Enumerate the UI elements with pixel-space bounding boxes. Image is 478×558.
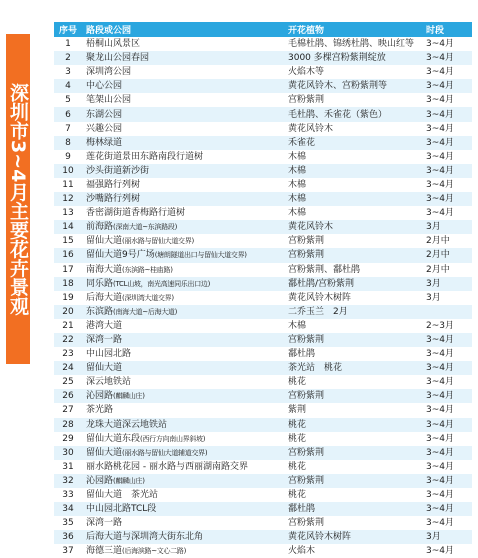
row-road-note: (东滨路~桂庙路): [122, 265, 173, 274]
row-road-cell: [82, 446, 284, 460]
row-road-cell: [82, 347, 284, 361]
row-number: 23: [54, 347, 82, 361]
table-body: [54, 37, 472, 558]
row-plant: 木棉: [284, 319, 422, 333]
row-road: 东湖公园: [86, 109, 123, 120]
row-road-note: (后海滨路~文心二路): [122, 547, 187, 556]
row-number: 32: [54, 474, 82, 488]
table-row: [54, 305, 472, 319]
row-road: 香密湖街道香梅路行道树: [86, 208, 186, 219]
row-number: 37: [54, 544, 82, 558]
row-road: 留仙大道: [86, 363, 123, 374]
row-road: 留仙大道9号广场: [86, 250, 155, 261]
row-time: 3~4月: [422, 516, 472, 530]
table-row: [54, 333, 472, 347]
row-road-cell: [82, 460, 284, 474]
row-road-cell: [82, 305, 284, 319]
row-plant: 木棉: [284, 150, 422, 164]
row-number: 33: [54, 488, 82, 502]
row-time: 3~4月: [422, 79, 472, 93]
row-time: 3~4月: [422, 502, 472, 516]
row-road-cell: [82, 65, 284, 79]
row-plant: 二乔玉兰 2月: [284, 305, 422, 319]
row-time: 3~4月: [422, 361, 472, 375]
row-plant: 宫粉紫荆: [284, 389, 422, 403]
row-road: 聚龙山公园春园: [86, 53, 150, 64]
row-road-note: (塘朗隧道出口与留仙大道交界): [154, 251, 247, 260]
header-road: 路段或公园: [82, 22, 284, 37]
row-plant: 禾雀花: [284, 136, 422, 150]
row-road-cell: [82, 206, 284, 220]
row-number: 25: [54, 375, 82, 389]
table-row: [54, 65, 472, 79]
header-row: [54, 22, 472, 37]
table-row: [54, 122, 472, 136]
row-time: [422, 305, 472, 319]
row-road: 留仙大道 茶光站: [86, 490, 159, 501]
row-road: 南海大道: [86, 264, 123, 275]
flower-table: [54, 22, 472, 558]
table-row: [54, 389, 472, 403]
row-plant: 鄱杜鹃: [284, 502, 422, 516]
row-plant: 鄱杜鹃: [284, 347, 422, 361]
row-road-cell: [82, 192, 284, 206]
row-road: 留仙大道东段: [86, 433, 141, 444]
row-road-cell: [82, 248, 284, 262]
row-road: 兴趣公园: [86, 123, 123, 134]
row-road-cell: [82, 319, 284, 333]
row-road-cell: [82, 530, 284, 544]
row-road: 中山园北路TCL段: [86, 504, 157, 515]
row-road-note: (丽水路与留仙大道辅道交界): [122, 448, 208, 457]
row-number: 10: [54, 164, 82, 178]
table-row: [54, 432, 472, 446]
row-road-cell: [82, 93, 284, 107]
row-road: 沙头街道新沙街: [86, 165, 150, 176]
row-plant: 木棉: [284, 206, 422, 220]
row-number: 16: [54, 248, 82, 262]
row-time: 3~4月: [422, 474, 472, 488]
row-time: 3~4月: [422, 178, 472, 192]
row-time: 3月: [422, 220, 472, 234]
row-road-note: (麒麟山庄): [113, 392, 145, 401]
row-plant: 黄花风铃木: [284, 220, 422, 234]
table-row: [54, 319, 472, 333]
row-road: 前海路: [86, 222, 114, 233]
row-number: 3: [54, 65, 82, 79]
row-road: 梅林绿道: [86, 137, 123, 148]
table-row: [54, 107, 472, 121]
row-time: 3~4月: [422, 164, 472, 178]
row-road-cell: [82, 164, 284, 178]
row-plant: 宫粉紫荆: [284, 446, 422, 460]
table-row: [54, 93, 472, 107]
row-road-cell: [82, 136, 284, 150]
table-row: [54, 277, 472, 291]
row-plant: 宫粉紫荆: [284, 474, 422, 488]
row-number: 21: [54, 319, 82, 333]
table-header: [54, 22, 472, 37]
row-number: 6: [54, 107, 82, 121]
row-plant: 紫荆: [284, 403, 422, 417]
row-plant: 宫粉紫荆: [284, 516, 422, 530]
row-time: 3~4月: [422, 544, 472, 558]
table-row: [54, 136, 472, 150]
row-time: 3~4月: [422, 122, 472, 136]
row-number: 29: [54, 432, 82, 446]
row-number: 20: [54, 305, 82, 319]
row-road: 港湾大道: [86, 320, 123, 331]
row-road: 中心公园: [86, 81, 123, 92]
table-row: [54, 164, 472, 178]
row-number: 34: [54, 502, 82, 516]
table-row: [54, 347, 472, 361]
row-time: 3~4月: [422, 403, 472, 417]
row-road-cell: [82, 107, 284, 121]
row-road: 莲花街道景田东路南段行道树: [86, 151, 204, 162]
table-row: [54, 79, 472, 93]
row-plant: 宫粉紫荆: [284, 248, 422, 262]
table-row: [54, 220, 472, 234]
row-number: 18: [54, 277, 82, 291]
row-plant: 3000 多棵宫粉紫荆绽放: [284, 51, 422, 65]
row-plant: 木棉: [284, 164, 422, 178]
row-road: 深湾一路: [86, 518, 123, 529]
row-number: 4: [54, 79, 82, 93]
row-road-cell: [82, 51, 284, 65]
row-number: 26: [54, 389, 82, 403]
row-number: 7: [54, 122, 82, 136]
row-road-note: (麒麟山庄): [113, 476, 145, 485]
table-row: [54, 488, 472, 502]
row-time: 3月: [422, 291, 472, 305]
row-road-cell: [82, 389, 284, 403]
row-time: 2月中: [422, 263, 472, 277]
row-plant: 黄花风铃木、宫粉紫荆等: [284, 79, 422, 93]
side-title-text: 深圳市3~4月主要花卉景观: [7, 82, 29, 316]
row-road: 留仙大道: [86, 447, 123, 458]
table-row: [54, 150, 472, 164]
row-road-note: (南海大道~后海大道): [113, 307, 178, 316]
table-row: [54, 530, 472, 544]
table-row: [54, 403, 472, 417]
flower-table-wrapper: [54, 22, 472, 558]
row-time: 3~4月: [422, 37, 472, 51]
row-plant: 桃花: [284, 460, 422, 474]
row-time: 3~4月: [422, 389, 472, 403]
table-row: [54, 544, 472, 558]
row-road-cell: [82, 403, 284, 417]
row-number: 14: [54, 220, 82, 234]
row-number: 12: [54, 192, 82, 206]
row-plant: 宫粉紫荆: [284, 93, 422, 107]
row-number: 5: [54, 93, 82, 107]
header-plant: 开花植物: [284, 22, 422, 37]
row-road-cell: [82, 544, 284, 558]
row-number: 2: [54, 51, 82, 65]
row-number: 36: [54, 530, 82, 544]
row-number: 1: [54, 37, 82, 51]
table-row: [54, 474, 472, 488]
row-road: 沁园路: [86, 391, 114, 402]
table-row: [54, 291, 472, 305]
row-time: 3月: [422, 277, 472, 291]
row-road-cell: [82, 488, 284, 502]
row-time: 3~4月: [422, 446, 472, 460]
row-road: 丽水路桃花园 - 丽水路与西丽湖南路交界: [86, 461, 248, 472]
row-road-cell: [82, 375, 284, 389]
row-time: 3~4月: [422, 488, 472, 502]
table-row: [54, 263, 472, 277]
row-plant: 毛杜鹃、禾雀花（紫色）: [284, 107, 422, 121]
table-row: [54, 375, 472, 389]
row-time: 3~4月: [422, 206, 472, 220]
row-road-cell: [82, 432, 284, 446]
row-road-cell: [82, 361, 284, 375]
row-number: 15: [54, 234, 82, 248]
row-road-cell: [82, 333, 284, 347]
row-plant: 桃花: [284, 418, 422, 432]
row-road: 后海大道: [86, 292, 123, 303]
row-plant: 火焰木: [284, 544, 422, 558]
table-row: [54, 234, 472, 248]
row-number: 30: [54, 446, 82, 460]
table-row: [54, 446, 472, 460]
row-road-cell: [82, 220, 284, 234]
row-road-cell: [82, 502, 284, 516]
row-road-cell: [82, 37, 284, 51]
row-number: 35: [54, 516, 82, 530]
row-road-cell: [82, 291, 284, 305]
table-row: [54, 206, 472, 220]
table-row: [54, 502, 472, 516]
row-number: 13: [54, 206, 82, 220]
row-time: 3~4月: [422, 150, 472, 164]
table-row: [54, 178, 472, 192]
row-road-note: (深南大道~东滨路段): [113, 223, 178, 232]
row-road: 深湾一路: [86, 335, 123, 346]
row-road: 福强路行列树: [86, 179, 141, 190]
row-road-cell: [82, 277, 284, 291]
row-plant: 黄花风铃木树阵: [284, 291, 422, 305]
row-time: 2月中: [422, 248, 472, 262]
row-time: 3~4月: [422, 432, 472, 446]
row-plant: 黄花风铃木: [284, 122, 422, 136]
row-number: 9: [54, 150, 82, 164]
row-plant: 桃花: [284, 432, 422, 446]
row-road: 深圳湾公园: [86, 67, 132, 78]
row-road-note: (西行方向南山界斜坡): [140, 434, 206, 443]
row-road: 梧桐山风景区: [86, 39, 141, 50]
row-plant: 宫粉紫荆: [284, 333, 422, 347]
side-title-banner: [6, 34, 30, 364]
row-road-cell: [82, 122, 284, 136]
row-road-cell: [82, 234, 284, 248]
table-row: [54, 361, 472, 375]
row-time: 3~4月: [422, 65, 472, 79]
row-plant: 木棉: [284, 178, 422, 192]
header-time: 时段: [422, 22, 472, 37]
row-plant: 茶光站 桃花: [284, 361, 422, 375]
row-road: 深云地铁站: [86, 377, 132, 388]
row-road: 笔架山公园: [86, 95, 132, 106]
row-number: 19: [54, 291, 82, 305]
row-number: 8: [54, 136, 82, 150]
row-road: 东滨路: [86, 306, 114, 317]
row-road-cell: [82, 178, 284, 192]
row-plant: 火焰木等: [284, 65, 422, 79]
row-road: 茶光路: [86, 405, 114, 416]
row-number: 28: [54, 418, 82, 432]
row-plant: 桃花: [284, 488, 422, 502]
row-road-cell: [82, 263, 284, 277]
row-number: 11: [54, 178, 82, 192]
row-road-note: (深圳湾大道交界): [122, 293, 174, 302]
row-plant: 黄花风铃木树阵: [284, 530, 422, 544]
table-row: [54, 248, 472, 262]
row-time: 3~4月: [422, 107, 472, 121]
row-plant: 宫粉紫荆: [284, 234, 422, 248]
row-plant: 桃花: [284, 375, 422, 389]
row-road-cell: [82, 474, 284, 488]
row-plant: 木棉: [284, 192, 422, 206]
row-time: 3~4月: [422, 93, 472, 107]
row-time: 3~4月: [422, 136, 472, 150]
row-road-note: (丽水路与留仙大道交界): [122, 237, 194, 246]
row-number: 17: [54, 263, 82, 277]
row-number: 24: [54, 361, 82, 375]
row-plant: 鄱杜鹃/宫粉紫荆: [284, 277, 422, 291]
row-time: 3~4月: [422, 192, 472, 206]
row-time: 3~4月: [422, 375, 472, 389]
header-no: 序号: [54, 22, 82, 37]
row-road: 龙珠大道深云地铁站: [86, 419, 168, 430]
row-road: 沁园路: [86, 475, 114, 486]
row-road-cell: [82, 418, 284, 432]
row-road-cell: [82, 516, 284, 530]
row-road: 留仙大道: [86, 236, 123, 247]
row-time: 3~4月: [422, 418, 472, 432]
row-road: 同乐路: [86, 278, 114, 289]
row-number: 27: [54, 403, 82, 417]
row-time: 3~4月: [422, 333, 472, 347]
row-number: 31: [54, 460, 82, 474]
row-road: 沙嘴路行列树: [86, 194, 141, 205]
table-row: [54, 418, 472, 432]
row-time: 2月中: [422, 234, 472, 248]
row-road-cell: [82, 79, 284, 93]
table-row: [54, 460, 472, 474]
table-row: [54, 37, 472, 51]
row-time: 3~4月: [422, 460, 472, 474]
row-plant: 宫粉紫荆、鄱杜鹃: [284, 263, 422, 277]
row-road: 海德三道: [86, 546, 123, 557]
table-row: [54, 516, 472, 530]
row-road: 后海大道与深圳湾大街东北角: [86, 532, 204, 543]
row-road: 中山园北路: [86, 349, 132, 360]
table-row: [54, 51, 472, 65]
row-time: 3~4月: [422, 51, 472, 65]
row-road-note: (TCL山坡，南光高速同乐出口边): [113, 279, 211, 288]
row-road-cell: [82, 150, 284, 164]
row-number: 22: [54, 333, 82, 347]
table-row: [54, 192, 472, 206]
row-time: 2~3月: [422, 319, 472, 333]
row-plant: 毛棉杜鹃、锦绣杜鹃、映山红等: [284, 37, 422, 51]
row-time: 3~4月: [422, 347, 472, 361]
row-time: 3月: [422, 530, 472, 544]
